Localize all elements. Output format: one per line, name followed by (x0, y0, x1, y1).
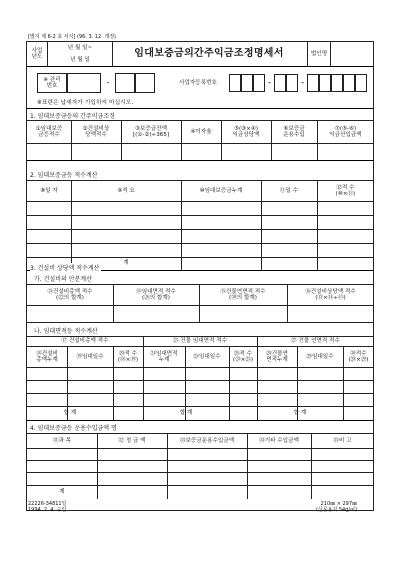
bizno-digit[interactable] (253, 74, 265, 92)
bizno-sep: - (300, 77, 305, 88)
bizno-digit[interactable] (274, 74, 286, 92)
s1-col: ④이자율 (190, 128, 212, 135)
s2-col: ⑫적 수 (⑩×⑪) (335, 184, 356, 197)
bizno-digit[interactable] (241, 74, 253, 92)
section-2-title: 2. 임대보증금등 적수계산 (30, 172, 98, 179)
s4-total-label: 계 (59, 489, 65, 496)
bizno-label: 사업자등록번호 (179, 79, 217, 86)
notice: ※표란은 납세자가 기입하지 마십시오. (37, 100, 134, 106)
s2-col: ⑨적 요 (117, 187, 135, 194)
s3b-col: ㉖적 수 (㉔×㉕) (232, 350, 254, 363)
s3b-col: ㉔임대면적 누계 (150, 350, 178, 363)
bizno-digit[interactable] (355, 74, 367, 92)
s1-col: ②건설비상 당액적수 (82, 125, 110, 138)
s4-col: ㉟비 고 (333, 437, 352, 444)
s1-col: ⑦(⑤-⑥) 익금산입금액 (329, 125, 362, 138)
s3a-col: ⑭임대면적 적수 (㉖의 합계) (136, 288, 176, 301)
mgmt-no-field-1[interactable] (67, 73, 101, 93)
s3a-col: ⑬건설비총액 적수 (㉒의 합계) (47, 288, 93, 301)
s3b-group: ⑰ 건설비총액 적수 (61, 338, 109, 345)
form-number: [별지 제 6-2 호 서식] (96. 3. 12. 개정) (28, 34, 116, 40)
bizno-digit[interactable] (286, 74, 298, 92)
s3b-col: ⑲임대일수 (76, 353, 104, 360)
s3a-col: ⑯건설비상당액 적수 (⑬×⑭÷⑮) (305, 288, 356, 301)
s3b-group: ㉓ 건물 임대면적 적수 (172, 338, 228, 345)
section-4-title: 4. 임대보증금등 운용수입금액 명 (30, 425, 117, 432)
mgmt-no-field-2[interactable] (115, 73, 135, 93)
bizno-digit[interactable] (319, 74, 331, 92)
s4-col: ㉝보증금운용수입금액 (179, 437, 235, 444)
mgmt-no-field-3[interactable] (135, 73, 155, 93)
s1-col: ⑥보증금 운용수입 (283, 125, 305, 138)
bizno-digit[interactable] (229, 74, 241, 92)
date-to: 년 월 일 (70, 56, 90, 63)
year-label: 사업 년도 (31, 47, 43, 60)
section-3a-title: 가. 건설비의 안분계산 (34, 276, 92, 283)
s1-col: ①임대보증 금등적수 (35, 125, 63, 138)
bizno-digit[interactable] (331, 74, 343, 92)
s3b-col: ㉘건물연 면적누계 (266, 350, 288, 363)
s4-col: ㉞기타 수입금액 (259, 437, 299, 444)
section-3b-title: 나. 임대면적등 적수계산 (34, 328, 98, 335)
section-3-title: 3. 건설비 상당액 적수계산 (30, 265, 100, 272)
footer-approval: 22226-34811일 1994. 2. 4. 승인 (28, 501, 67, 513)
section-1-title: 1. 임대보증금등의 간주익금조정 (30, 113, 115, 120)
footer-paper-spec: 210㎜ × 297㎜ (신문용지 54g/㎡) (316, 501, 358, 513)
corp-name-label: 법인명 (310, 50, 328, 57)
bizno-digit[interactable] (343, 74, 355, 92)
s3b-col: ㉕임대일수 (193, 353, 221, 360)
s2-total-label: 계 (123, 260, 129, 267)
s1-col: ③보증금잔액 [(①-②)÷365] (132, 125, 170, 138)
s3b-col: ⑱건설비 총액누계 (36, 350, 58, 363)
s2-col: ⑧일 자 (40, 187, 58, 194)
s3b-col: ⑳적 수 (⑱×⑲) (117, 350, 139, 363)
mgmt-dash: - (106, 78, 110, 88)
form-title: 임대보증금의간주익금조정명세서 (134, 48, 284, 60)
s4-col: ㉜ 정 금 액 (118, 437, 146, 444)
s3b-total: 합 계 (179, 410, 193, 417)
s3b-group: ㉗ 건물 연면적 적수 (291, 338, 340, 345)
s1-col: ⑤(③×④) 익금상당액 (232, 125, 260, 138)
mgmt-no-label: ※ 관리 번호 (43, 76, 61, 89)
s3b-total: 합 계 (293, 410, 307, 417)
s3a-col: ⑮건물연면적 적수 (㉚의 합계) (220, 288, 266, 301)
date-from: 년 월 일~ (67, 44, 93, 51)
s2-col: ⑪일 수 (279, 187, 299, 194)
s4-col: ㉛과 목 (52, 437, 72, 444)
s3b-total: 합 계 (63, 410, 77, 417)
s2-col: ⑩임대보증금누계 (199, 187, 243, 194)
bizno-digit[interactable] (307, 74, 319, 92)
bizno-sep: - (267, 77, 272, 88)
s3b-col: ㉚적수 (㉘×㉙) (348, 350, 369, 363)
s3b-col: ㉙임대일수 (306, 353, 334, 360)
